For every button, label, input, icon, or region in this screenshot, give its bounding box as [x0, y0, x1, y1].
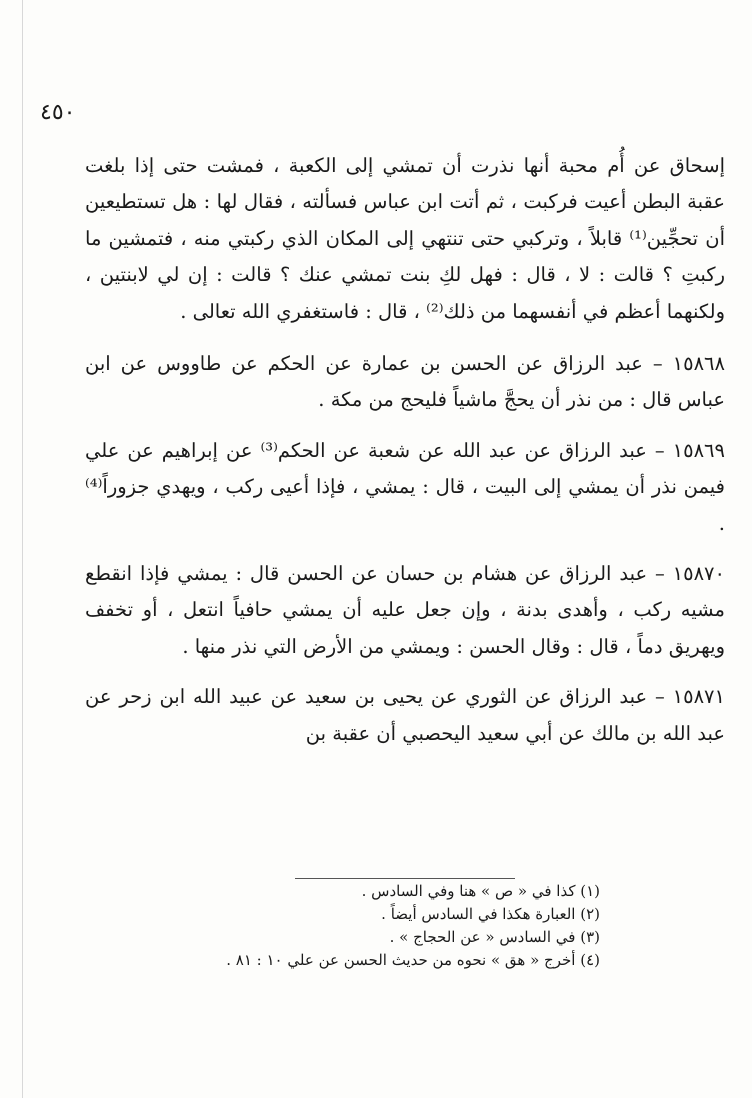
footnotes [160, 880, 600, 972]
paragraph-hadith-15869: ١٥٨٦٩ – عبد الرزاق عن عبد الله عن شعبة عن الحكم⁽³⁾ عن إبراهيم عن علي فيمن نذر أن يمشي إلى البيت ، قال : يمشي ، فإذا أعيى ركب ، ويهدي جزوراً⁽⁴⁾ . [85, 438, 725, 535]
footnote-4: (٤) أخرج « هق » نحوه من حديث الحسن عن علي ١٠ : ٨١ . [226, 951, 600, 969]
paragraph-intro: إسحاق عن أُم محبة أنها نذرت أن تمشي إلى الكعبة ، فمشت حتى إذا بلغت عقبة البطن أعيت فركبت ، ثم أتت ابن عباس فسألته ، فقال لها : هل تستطيعين أن تحجِّين⁽¹⁾ قابلاً ، وتركبي حتى تنتهي إلى المكان الذي ركبتي منه ، فتمشين ما ركبتِ ؟ قالت : لا ، قال : فهل لكِ بنت تمشي عنك ؟ قالت : إن لي لابنتين ، ولكنهما أعظم في أنفسهما من ذلك⁽²⁾ ، قال : فاستغفري الله تعالى . [85, 154, 725, 323]
footnote-3: (٣) في السادس « عن الحجاج » . [389, 928, 600, 946]
main-text [85, 148, 725, 766]
paragraph-hadith-15870: ١٥٨٧٠ – عبد الرزاق عن هشام بن حسان عن الحسن قال : يمشي فإذا انقطع مشيه ركب ، وأهدى بدنة ، وإن جعل عليه أن يمشي حافياً انتعل ، أو تخفف ويهريق دماً ، قال : وقال الحسن : ويمشي من الأرض التي نذر منها . [85, 562, 725, 658]
footnote-divider [295, 878, 515, 879]
footnote-2: (٢) العبارة هكذا في السادس أيضاً . [381, 905, 600, 923]
paragraph-hadith-15871: ١٥٨٧١ – عبد الرزاق عن الثوري عن يحيى بن سعيد عن عبيد الله ابن زحر عن عبد الله بن مالك عن أبي سعيد اليحصبي أن عقبة بن [85, 685, 725, 745]
paragraph-hadith-15868: ١٥٨٦٨ – عبد الرزاق عن الحسن بن عمارة عن الحكم عن طاووس عن ابن عباس قال : من نذر أن يحجَّ ماشياً فليحج من مكة . [85, 352, 725, 412]
page-number: ٤٥٠ [40, 100, 76, 125]
book-page [40, 0, 725, 1098]
footnote-1: (١) كذا في « ص » هنا وفي السادس . [361, 882, 600, 900]
page-margin-line [22, 0, 23, 1098]
